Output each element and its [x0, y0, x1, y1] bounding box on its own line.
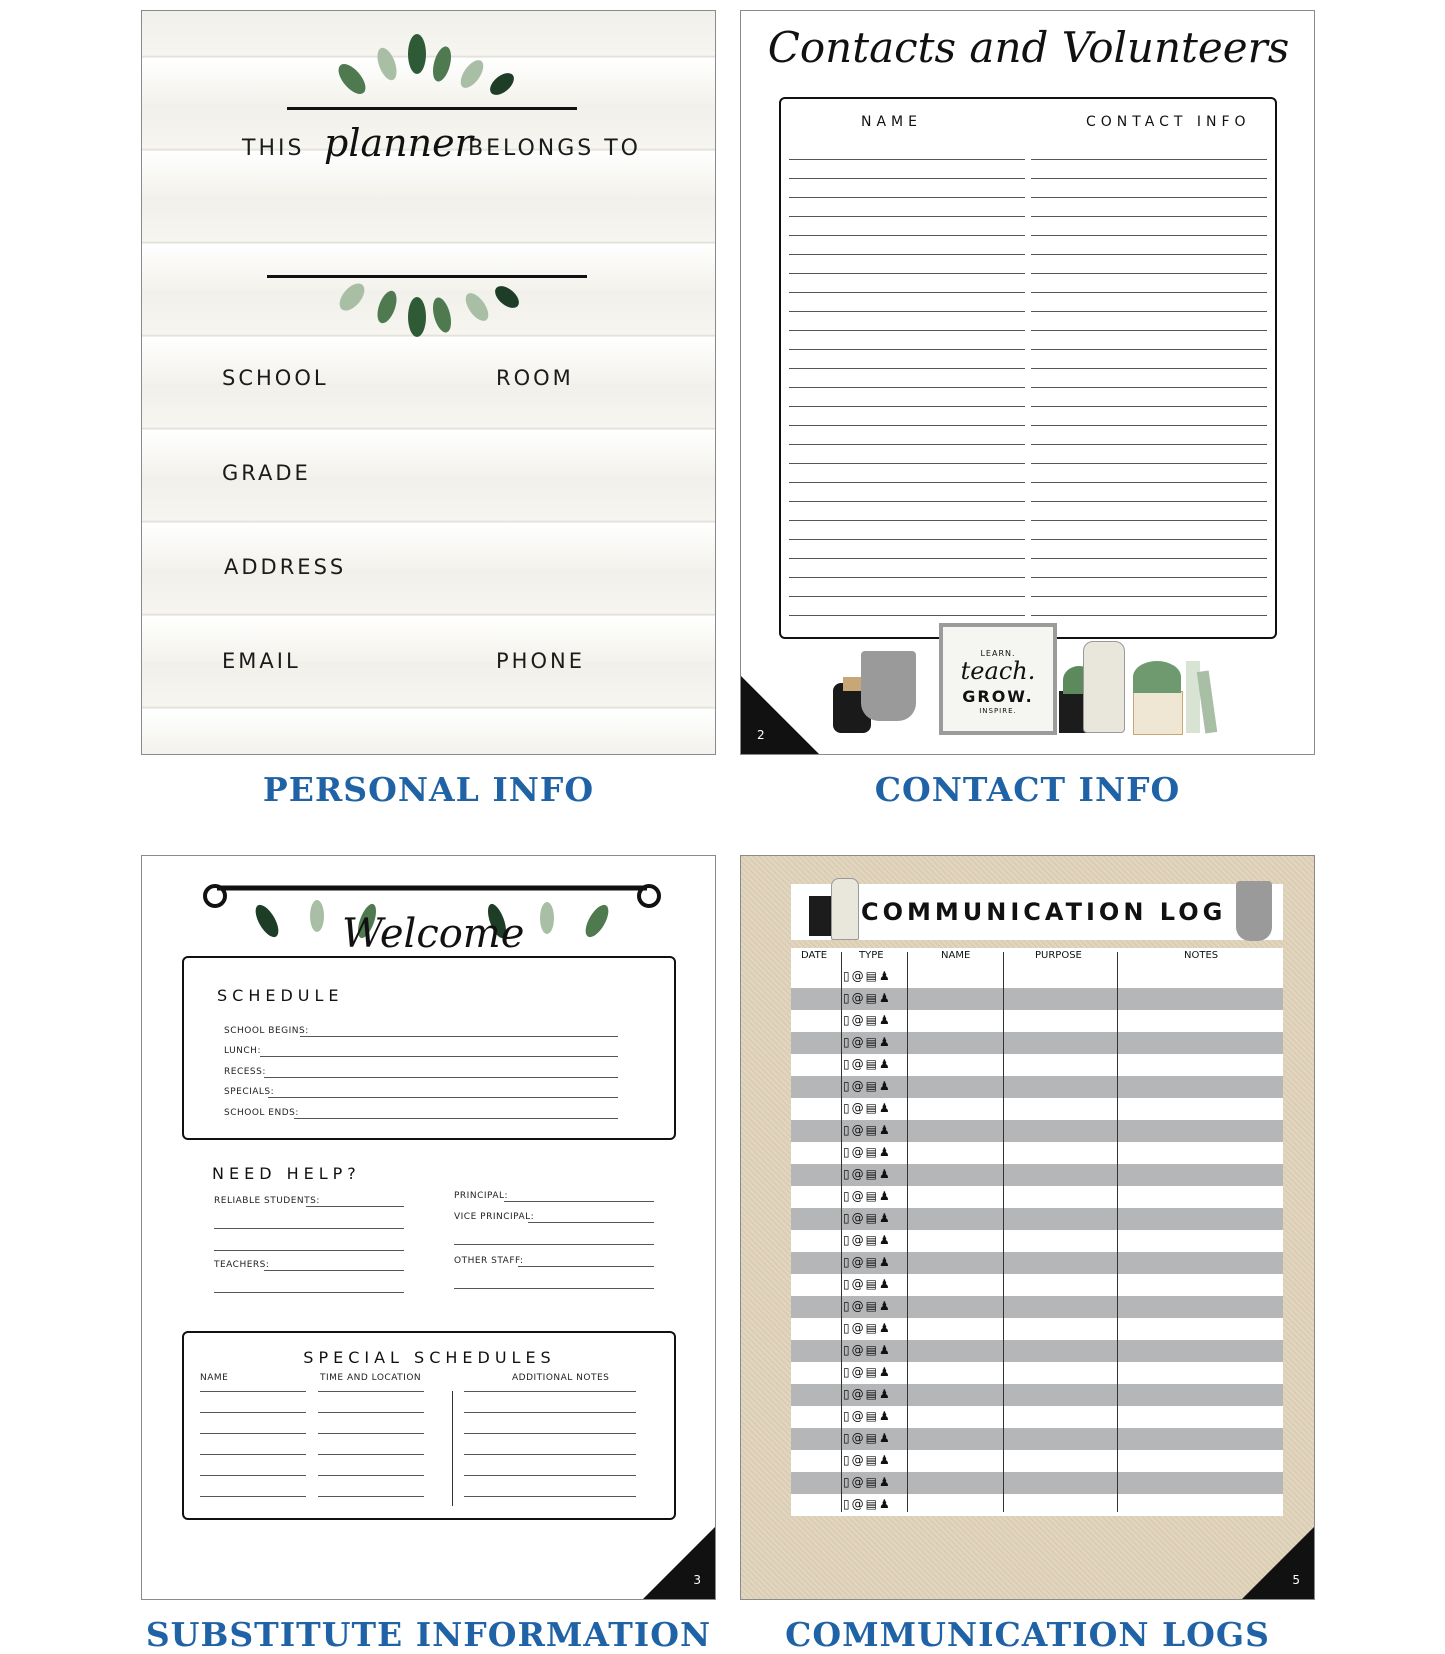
field-line: [454, 1244, 654, 1245]
sign-teach: teach.: [960, 657, 1036, 685]
ruled-line: [1031, 444, 1267, 445]
vase-icon: [1083, 641, 1125, 733]
ruled-line: [1031, 406, 1267, 407]
ruled-line: [789, 539, 1025, 540]
plant-icon: [1133, 661, 1181, 693]
ruled-line: [1031, 425, 1267, 426]
ruled-line: [1031, 615, 1267, 616]
ruled-line: [1031, 235, 1267, 236]
page-number: 3: [693, 1573, 701, 1587]
grade-label: GRADE: [222, 461, 311, 485]
ruled-line: [318, 1475, 424, 1476]
lunch-label: LUNCH:: [224, 1046, 261, 1056]
ruled-line: [464, 1475, 636, 1476]
ruled-line: [200, 1391, 306, 1392]
ruled-line: [1031, 387, 1267, 388]
ruled-line: [1031, 482, 1267, 483]
plant-pot-icon: [809, 896, 833, 936]
contact-type-icons: ▯@▤♟: [843, 1233, 892, 1247]
pitcher-icon: [1236, 881, 1272, 941]
ruled-line: [1031, 197, 1267, 198]
ruled-line: [1031, 254, 1267, 255]
belongs-to-label: BELONGS TO: [468, 136, 641, 161]
phone-label: PHONE: [496, 649, 585, 673]
welcome-script: Welcome: [342, 911, 525, 957]
field-line: [214, 1250, 404, 1251]
ruled-line: [1031, 577, 1267, 578]
communication-log-page: [740, 855, 1315, 1600]
caption-communication-logs: COMMUNICATION LOGS: [785, 1615, 1270, 1654]
ruled-line: [789, 425, 1025, 426]
contact-type-icons: ▯@▤♟: [843, 1013, 892, 1027]
ruled-line: [1031, 520, 1267, 521]
ruled-line: [789, 273, 1025, 274]
contact-type-icons: ▯@▤♟: [843, 1343, 892, 1357]
ruled-line: [1031, 273, 1267, 274]
column-divider: [1117, 952, 1118, 1512]
ruled-line: [200, 1412, 306, 1413]
ruled-line: [200, 1475, 306, 1476]
field-line: [264, 1077, 618, 1078]
jar-lid-icon: [843, 677, 861, 691]
contacts-page: [740, 10, 1315, 755]
ruled-line: [1031, 159, 1267, 160]
field-line: [454, 1288, 654, 1289]
ruled-line: [789, 292, 1025, 293]
this-label: THIS: [242, 136, 305, 161]
ruled-line: [789, 254, 1025, 255]
vase-icon: [831, 878, 859, 940]
field-line: [260, 1056, 618, 1057]
field-line: [528, 1222, 654, 1223]
sign-inspire: INSPIRE.: [979, 707, 1017, 715]
caption-personal-info: PERSONAL INFO: [262, 770, 595, 809]
contact-type-icons: ▯@▤♟: [843, 1145, 892, 1159]
ruled-line: [1031, 501, 1267, 502]
ruled-line: [789, 216, 1025, 217]
sign-learn: LEARN.: [980, 649, 1016, 658]
caption-substitute-information: SUBSTITUTE INFORMATION: [145, 1615, 712, 1654]
corner-tab: [741, 676, 819, 754]
page-number: 5: [1292, 1573, 1300, 1587]
ruled-line: [789, 482, 1025, 483]
field-line: [300, 1036, 618, 1037]
contact-type-icons: ▯@▤♟: [843, 1387, 892, 1401]
log-title: COMMUNICATION LOG: [861, 898, 1227, 926]
substitute-page: [141, 855, 716, 1600]
contact-type-icons: ▯@▤♟: [843, 1365, 892, 1379]
ruled-line: [1031, 311, 1267, 312]
contact-info-header: CONTACT INFO: [1086, 114, 1251, 130]
ruled-line: [318, 1496, 424, 1497]
ruled-line: [789, 387, 1025, 388]
schedule-heading: SCHEDULE: [217, 986, 344, 1005]
ruled-line: [789, 349, 1025, 350]
column-divider: [452, 1391, 453, 1506]
sign-grow: GROW.: [962, 687, 1034, 706]
ruled-line: [789, 596, 1025, 597]
corner-tab: [1242, 1527, 1314, 1599]
contact-type-icons: ▯@▤♟: [843, 1255, 892, 1269]
ruled-line: [318, 1391, 424, 1392]
field-line: [518, 1266, 654, 1267]
column-divider: [841, 952, 842, 1512]
contact-type-icons: ▯@▤♟: [843, 1057, 892, 1071]
corner-tab: [643, 1527, 715, 1599]
basket-pot-icon: [1133, 691, 1183, 735]
need-help-heading: NEED HELP?: [212, 1164, 361, 1183]
ruled-line: [789, 368, 1025, 369]
ruled-line: [789, 406, 1025, 407]
ruled-line: [1031, 349, 1267, 350]
ruled-line: [1031, 292, 1267, 293]
ruled-line: [318, 1454, 424, 1455]
ruled-line: [789, 558, 1025, 559]
special-schedules-heading: SPECIAL SCHEDULES: [303, 1348, 556, 1367]
ruled-line: [464, 1433, 636, 1434]
ruled-line: [789, 501, 1025, 502]
contact-type-icons: ▯@▤♟: [843, 1497, 892, 1511]
leaf-garland-top-icon: [292, 19, 572, 109]
column-divider: [907, 952, 908, 1512]
date-col-header: DATE: [801, 950, 828, 961]
field-line: [214, 1292, 404, 1293]
contact-type-icons: ▯@▤♟: [843, 1299, 892, 1313]
planner-script: planner: [324, 121, 473, 165]
field-line: [214, 1228, 404, 1229]
contact-type-icons: ▯@▤♟: [843, 1321, 892, 1335]
column-divider: [1003, 952, 1004, 1512]
contact-type-icons: ▯@▤♟: [843, 1101, 892, 1115]
ruled-line: [1031, 558, 1267, 559]
contact-type-icons: ▯@▤♟: [843, 1431, 892, 1445]
purpose-col-header: PURPOSE: [1035, 950, 1082, 961]
ruled-line: [200, 1433, 306, 1434]
ruled-line: [789, 235, 1025, 236]
field-line: [294, 1118, 618, 1119]
ruled-line: [789, 520, 1025, 521]
recess-label: RECESS:: [224, 1067, 266, 1077]
field-line: [268, 1097, 618, 1098]
school-label: SCHOOL: [222, 366, 329, 390]
contact-type-icons: ▯@▤♟: [843, 1035, 892, 1049]
ruled-line: [789, 577, 1025, 578]
name-col-label: NAME: [200, 1373, 229, 1383]
teachers-label: TEACHERS:: [214, 1260, 270, 1270]
name-col-header: NAME: [941, 950, 971, 961]
vice-principal-label: VICE PRINCIPAL:: [454, 1212, 535, 1222]
ruled-line: [789, 311, 1025, 312]
school-ends-label: SCHOOL ENDS:: [224, 1108, 299, 1118]
ruled-line: [318, 1412, 424, 1413]
email-label: EMAIL: [222, 649, 301, 673]
contact-type-icons: ▯@▤♟: [843, 1167, 892, 1181]
notes-col-header: NOTES: [1184, 950, 1219, 961]
ruled-line: [1031, 596, 1267, 597]
type-col-header: TYPE: [859, 950, 884, 961]
ruled-line: [1031, 178, 1267, 179]
ruled-line: [464, 1412, 636, 1413]
reliable-students-label: RELIABLE STUDENTS:: [214, 1196, 320, 1206]
field-line: [504, 1201, 654, 1202]
ruled-line: [1031, 216, 1267, 217]
divider: [287, 107, 577, 110]
contact-type-icons: ▯@▤♟: [843, 1189, 892, 1203]
contacts-title: Contacts and Volunteers: [767, 23, 1290, 72]
address-label: ADDRESS: [224, 555, 347, 579]
ruled-line: [200, 1454, 306, 1455]
contact-type-icons: ▯@▤♟: [843, 1211, 892, 1225]
ruled-line: [1031, 463, 1267, 464]
contact-type-icons: ▯@▤♟: [843, 969, 892, 983]
ruled-line: [1031, 330, 1267, 331]
contact-type-icons: ▯@▤♟: [843, 1123, 892, 1137]
room-label: ROOM: [496, 366, 574, 390]
ruled-line: [789, 444, 1025, 445]
ruled-line: [464, 1496, 636, 1497]
ruled-line: [318, 1433, 424, 1434]
additional-notes-col-label: ADDITIONAL NOTES: [512, 1373, 610, 1383]
ruled-line: [789, 463, 1025, 464]
leaf-garland-bottom-icon: [292, 277, 572, 362]
field-line: [264, 1270, 404, 1271]
school-begins-label: SCHOOL BEGINS:: [224, 1026, 309, 1036]
ruled-line: [1031, 368, 1267, 369]
ruled-line: [789, 615, 1025, 616]
ruled-line: [464, 1391, 636, 1392]
ruled-line: [200, 1496, 306, 1497]
personal-info-page: [141, 10, 716, 755]
principal-label: PRINCIPAL:: [454, 1191, 509, 1201]
other-staff-label: OTHER STAFF:: [454, 1256, 524, 1266]
specials-label: SPECIALS:: [224, 1087, 275, 1097]
name-header: NAME: [861, 114, 922, 130]
ruled-line: [464, 1454, 636, 1455]
contact-type-icons: ▯@▤♟: [843, 1079, 892, 1093]
contact-type-icons: ▯@▤♟: [843, 1453, 892, 1467]
contact-type-icons: ▯@▤♟: [843, 991, 892, 1005]
ruled-line: [789, 159, 1025, 160]
contact-type-icons: ▯@▤♟: [843, 1277, 892, 1291]
ruled-line: [789, 330, 1025, 331]
field-line: [306, 1206, 404, 1207]
contact-type-icons: ▯@▤♟: [843, 1475, 892, 1489]
sign-frame: [939, 623, 1057, 735]
page-number: 2: [757, 728, 765, 742]
caption-contact-info: CONTACT INFO: [874, 770, 1181, 809]
ruled-line: [789, 197, 1025, 198]
ruled-line: [1031, 539, 1267, 540]
time-location-col-label: TIME AND LOCATION: [320, 1373, 422, 1383]
ruled-line: [789, 178, 1025, 179]
pitcher-icon: [861, 651, 916, 721]
contact-type-icons: ▯@▤♟: [843, 1409, 892, 1423]
